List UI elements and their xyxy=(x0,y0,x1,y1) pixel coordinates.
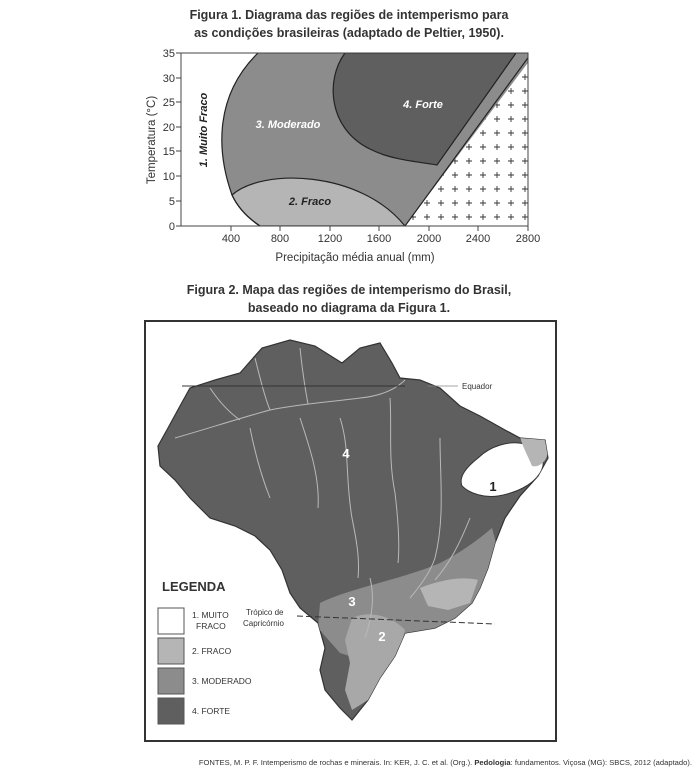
source-citation xyxy=(0,758,692,767)
label-forte: 4. Forte xyxy=(403,99,443,111)
x-axis xyxy=(222,226,540,245)
legend-swatch-fraco xyxy=(158,638,184,664)
map-label-3: 3 xyxy=(348,594,356,609)
x-tick-label: 800 xyxy=(270,233,290,245)
legend-label: 1. MUITO xyxy=(192,610,229,620)
figure1-title-line1: Figura 1. Diagrama das regiões de intemperismo para xyxy=(189,8,509,22)
y-tick-label: 25 xyxy=(162,97,175,109)
citation-part2: : fundamentos. Viçosa (MG): SBCS, 2012 (adaptado). xyxy=(510,758,692,767)
weathering-diagram xyxy=(0,0,698,270)
x-tick-label: 1200 xyxy=(317,233,343,245)
legend-swatch-forte xyxy=(158,698,184,724)
y-tick-label: 20 xyxy=(162,122,175,134)
label-muito-fraco: 1. Muito Fraco xyxy=(198,92,210,168)
legend-label: 3. MODERADO xyxy=(192,676,252,686)
x-tick-label: 1600 xyxy=(366,233,392,245)
legend-label: FRACO xyxy=(196,621,226,631)
figure2-title xyxy=(0,281,698,317)
legend-swatch-moderado xyxy=(158,668,184,694)
citation-bold: Pedologia xyxy=(474,758,511,767)
tropic-label-line2: Capricórnio xyxy=(243,619,284,628)
equator-label: Equador xyxy=(462,382,493,391)
y-tick-label: 15 xyxy=(162,146,175,158)
y-axis-label: Temperatura (°C) xyxy=(146,95,158,185)
y-axis xyxy=(163,48,181,233)
y-tick-label: 10 xyxy=(162,171,175,183)
brazil-weathering-map xyxy=(0,318,698,758)
tropic-label-line1: Trópico de xyxy=(246,608,284,617)
citation-part1: FONTES, M. P. F. Intemperismo de rochas e minerais. In: KER, J. C. et al. (Org.). xyxy=(198,758,475,767)
x-tick-label: 2800 xyxy=(515,233,541,245)
legend-swatch-muito-fraco xyxy=(158,608,184,634)
y-tick-label: 30 xyxy=(162,73,175,85)
figure2-title-line2: baseado no diagrama da Figura 1. xyxy=(247,301,451,315)
figure2-title-line1: Figura 2. Mapa das regiões de intemperismo do Brasil, xyxy=(186,283,512,297)
map-label-1: 1 xyxy=(489,479,497,494)
label-fraco: 2. Fraco xyxy=(288,196,332,208)
y-tick-label: 35 xyxy=(162,48,175,60)
legend-title: LEGENDA xyxy=(162,579,226,594)
x-tick-label: 2000 xyxy=(416,233,442,245)
figure1-title-line2: as condições brasileiras (adaptado de Peltier, 1950). xyxy=(194,26,504,40)
map-label-2: 2 xyxy=(378,629,386,644)
x-tick-label: 400 xyxy=(221,233,241,245)
x-axis-label: Precipitação média anual (mm) xyxy=(275,252,435,264)
label-moderado: 3. Moderado xyxy=(255,119,321,131)
x-tick-label: 2400 xyxy=(465,233,491,245)
legend-label: 2. FRACO xyxy=(192,646,232,656)
map-label-4: 4 xyxy=(342,446,350,461)
y-tick-label: 5 xyxy=(168,196,175,208)
legend-label: 4. FORTE xyxy=(192,706,231,716)
y-tick-label: 0 xyxy=(168,221,175,233)
